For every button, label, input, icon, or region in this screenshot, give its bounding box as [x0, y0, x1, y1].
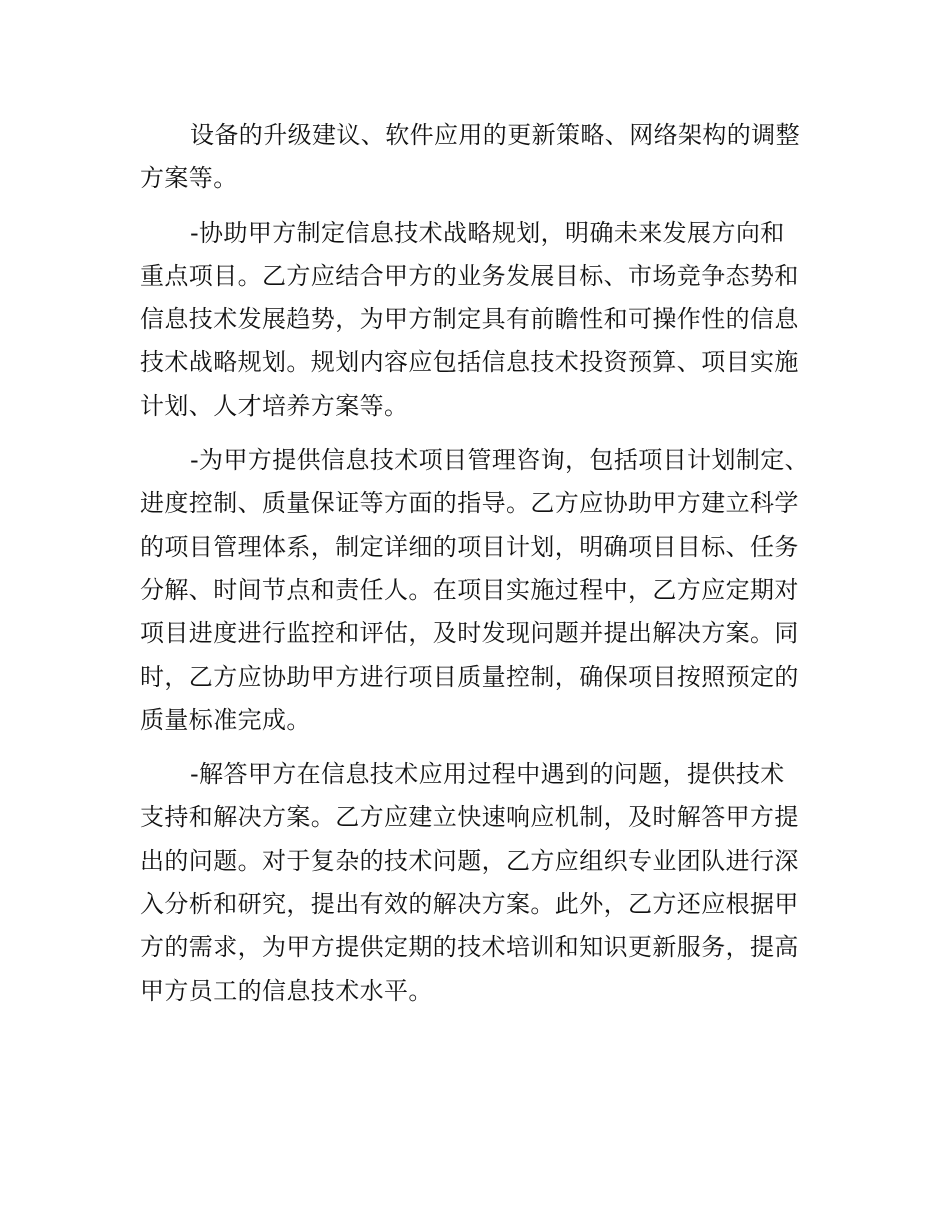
paragraph-it-strategy — [140, 212, 812, 428]
text-line: 支持和解决方案。乙方应建立快速响应机制，及时解答甲方提 — [140, 803, 799, 832]
text-line: 出的问题。对于复杂的技术问题，乙方应组织专业团队进行深 — [140, 846, 799, 875]
text-line: 时，乙方应协助甲方进行项目质量控制，确保项目按照预定的 — [140, 662, 799, 691]
text-line: 质量标准完成。 — [140, 705, 311, 734]
paragraph-equipment-upgrade — [140, 114, 812, 201]
paragraph-project-management — [140, 439, 812, 742]
text-line: 技术战略规划。规划内容应包括信息技术投资预算、项目实施 — [140, 348, 799, 377]
text-line: -解答甲方在信息技术应用过程中遇到的问题，提供技术 — [190, 760, 785, 789]
text-line: 重点项目。乙方应结合甲方的业务发展目标、市场竞争态势和 — [140, 261, 799, 290]
text-line: 方案等。 — [140, 164, 238, 193]
text-line: 设备的升级建议、软件应用的更新策略、网络架构的调整 — [190, 121, 800, 149]
text-line: -为甲方提供信息技术项目管理咨询，包括项目计划制定、 — [190, 446, 810, 475]
text-line: 项目进度进行监控和评估，及时发现问题并提出解决方案。同 — [140, 619, 799, 648]
text-line: 甲方员工的信息技术水平。 — [140, 976, 433, 1005]
text-line: 信息技术发展趋势，为甲方制定具有前瞻性和可操作性的信息 — [140, 305, 799, 334]
text-line: 入分析和研究，提出有效的解决方案。此外，乙方还应根据甲 — [140, 890, 799, 919]
text-line: 计划、人才培养方案等。 — [140, 391, 409, 420]
text-line: 方的需求，为甲方提供定期的技术培训和知识更新服务，提高 — [140, 933, 799, 962]
text-line: -协助甲方制定信息技术战略规划，明确未来发展方向和 — [190, 218, 785, 247]
text-line: 的项目管理体系，制定详细的项目计划，明确项目目标、任务 — [140, 532, 799, 561]
document-page — [140, 114, 812, 1024]
paragraph-technical-support — [140, 753, 812, 1013]
text-line: 分解、时间节点和责任人。在项目实施过程中，乙方应定期对 — [140, 575, 799, 604]
text-line: 进度控制、质量保证等方面的指导。乙方应协助甲方建立科学 — [140, 489, 799, 518]
